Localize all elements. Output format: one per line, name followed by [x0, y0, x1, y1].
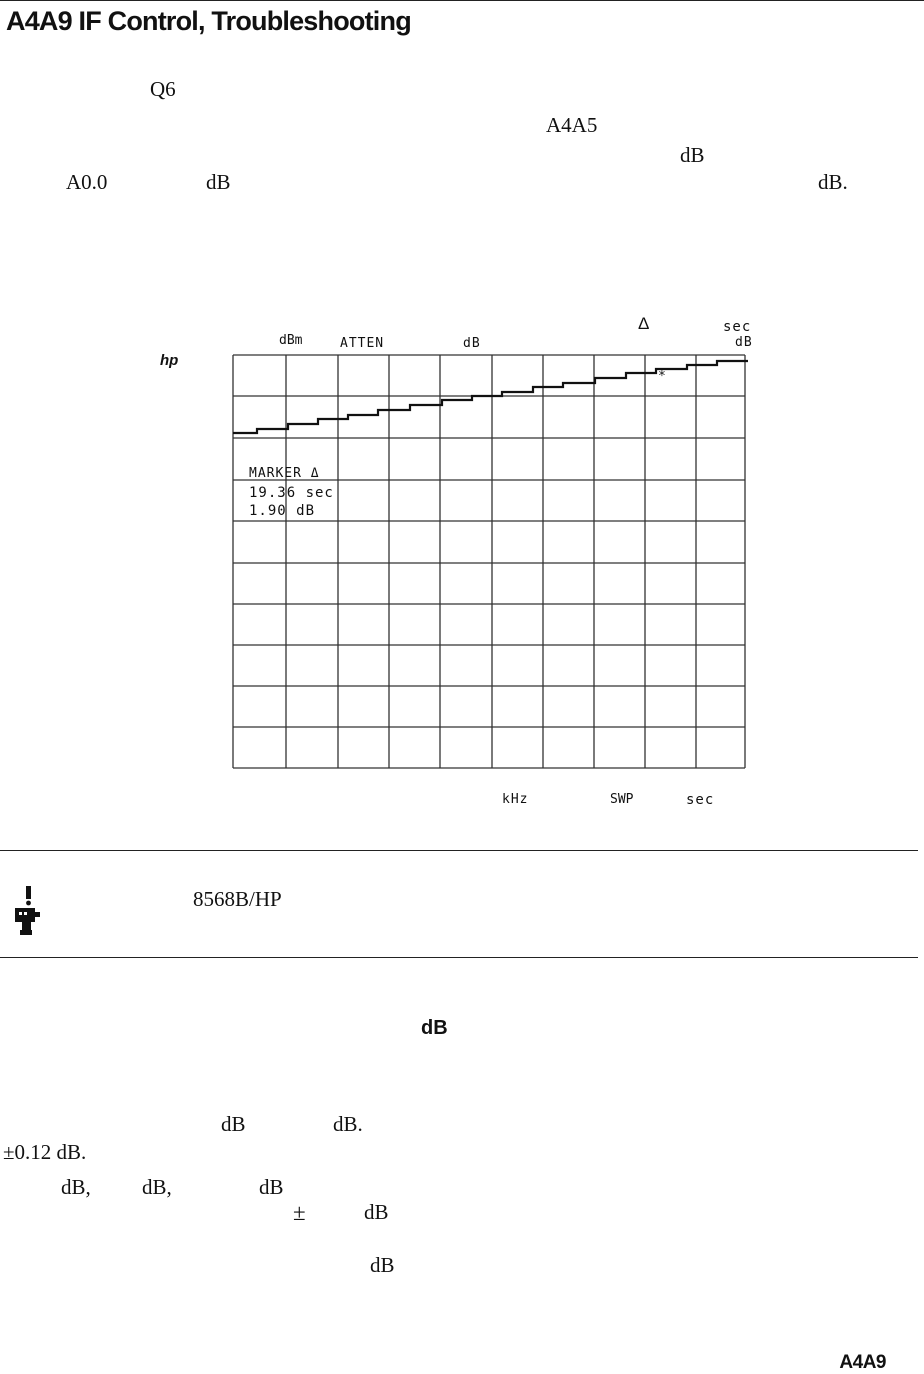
attenuation-label: ATTEN — [340, 336, 385, 351]
marker-star: * — [658, 369, 667, 384]
sweep-time-unit-top: sec — [723, 319, 752, 335]
text-fragment-db: dB — [206, 170, 231, 194]
sweep-label: SWP — [610, 792, 634, 807]
text-fragment-db: dB — [221, 1112, 246, 1136]
text-fragment-db: dB, — [142, 1175, 172, 1199]
text-fragment-db: dB — [680, 143, 705, 167]
marker-label: MARKER Δ — [249, 466, 320, 481]
text-fragment-db: dB — [259, 1175, 284, 1199]
note-text: 8568B/HP — [193, 887, 282, 911]
text-fragment-db: dB, — [61, 1175, 91, 1199]
graticule-horizontal-lines — [233, 355, 745, 768]
footer-section-tag: A4A9 — [839, 1352, 886, 1373]
scale-unit: dB — [735, 335, 753, 350]
text-fragment-db-bold: dB — [421, 1017, 448, 1039]
text-fragment-tolerance: ±0.12 dB. — [3, 1140, 87, 1164]
graticule-vertical-lines — [233, 355, 745, 768]
attenuation-unit: dB — [463, 336, 481, 351]
text-fragment-db: dB — [370, 1253, 395, 1277]
staircase-trace — [233, 361, 748, 433]
marker-time-readout: 19.36 sec — [249, 485, 334, 501]
note-top-rule — [0, 850, 918, 851]
text-fragment-a00: A0.0 — [66, 170, 108, 194]
pointing-hand-note-icon — [10, 886, 48, 938]
marker-amplitude-readout: 1.90 dB — [249, 503, 316, 519]
text-fragment-db: dB — [364, 1200, 389, 1224]
text-fragment-db: dB. — [818, 170, 848, 194]
sweep-time-unit: sec — [686, 792, 715, 808]
page-title: A4A9 IF Control, Troubleshooting — [6, 6, 411, 36]
hp-logo: hp — [160, 352, 179, 369]
span-unit: kHz — [502, 792, 529, 807]
text-fragment-a4a5: A4A5 — [546, 113, 598, 137]
reference-level-unit: dBm — [279, 333, 303, 348]
text-fragment-q6: Q6 — [150, 77, 176, 101]
marker-delta-symbol: Δ — [638, 314, 650, 333]
note-bottom-rule — [0, 957, 918, 958]
text-fragment-db: dB. — [333, 1112, 363, 1136]
text-fragment-plus-minus: ± — [293, 1200, 306, 1225]
